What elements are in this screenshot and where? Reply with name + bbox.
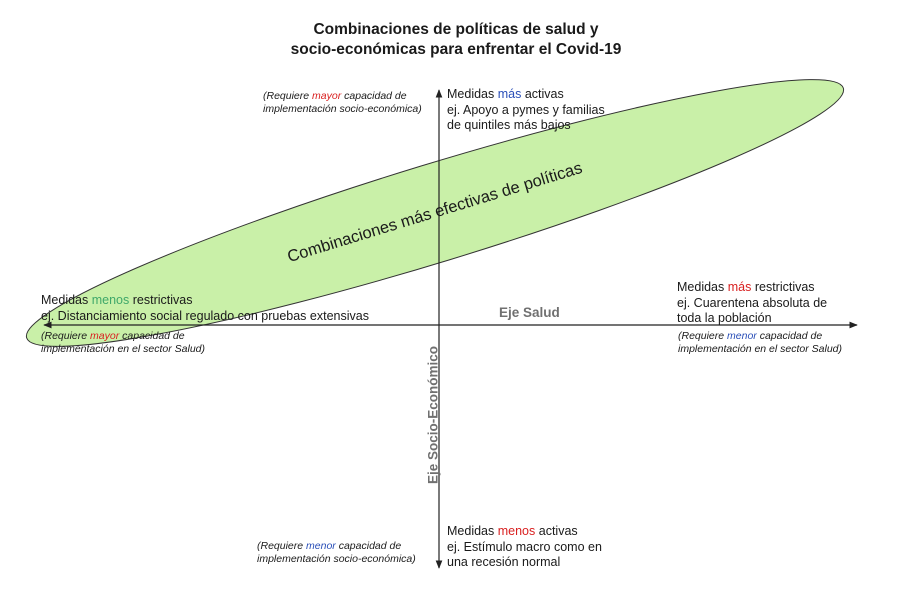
right-measures: Medidas más restrictivas ej. Cuarentena absoluta de toda la población xyxy=(677,280,828,325)
title-line-2: socio-económicas para enfrentar el Covid-19 xyxy=(290,41,622,58)
bottom-measures: Medidas menos activas ej. Estímulo macro como en una recesión normal xyxy=(447,524,602,569)
title-line-1: Combinaciones de políticas de salud y xyxy=(313,21,599,38)
bottom-requirement-note: (Requiere menor capacidad de implementación socio-económica) xyxy=(257,540,416,565)
top-requirement-note: (Requiere mayor capacidad de implementación socio-económica) xyxy=(263,90,422,115)
socioeconomic-axis-label: Eje Socio-Económico xyxy=(425,345,441,485)
left-requirement-note: (Requiere mayor capacidad de implementación en el sector Salud) xyxy=(41,330,206,355)
ellipse-label: Combinaciones más efectivas de políticas xyxy=(285,159,585,267)
right-requirement-note: (Requiere menor capacidad de implementación en el sector Salud) xyxy=(678,330,843,355)
health-axis-label: Eje Salud xyxy=(499,305,560,320)
left-measures: Medidas menos restrictivas ej. Distanciamiento social regulado con pruebas extensivas xyxy=(41,293,369,323)
top-measures: Medidas más activas ej. Apoyo a pymes y familias de quintiles más bajos xyxy=(447,87,605,132)
